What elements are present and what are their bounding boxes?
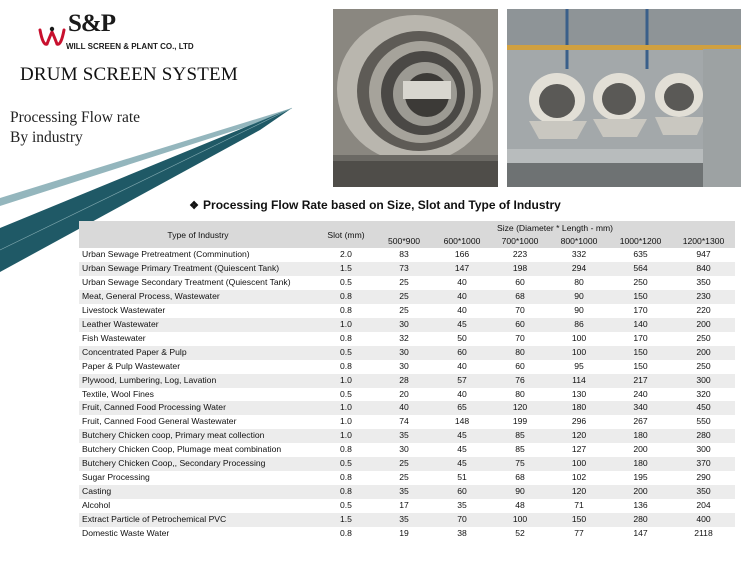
drum-screen-photo-left [333,9,498,187]
cell-slot: 0.8 [340,290,352,301]
cell-flow-rate: 102 [571,472,587,483]
cell-flow-rate: 100 [571,346,587,357]
cell-flow-rate: 136 [633,500,648,511]
cell-flow-rate: 300 [696,444,711,455]
table-header [79,221,735,248]
table-title-text: Processing Flow Rate based on Size, Slot and Type of Industry [203,198,561,212]
cell-flow-rate: 150 [633,346,648,357]
cell-flow-rate: 38 [457,528,467,539]
table-row [79,248,735,262]
cell-flow-rate: 25 [399,304,409,315]
cell-slot: 2.0 [340,249,352,259]
table-row [79,513,735,527]
cell-flow-rate: 25 [399,458,409,469]
cell-industry: Urban Sewage Primary Treatment (Quiescent Tank) [82,262,280,273]
cell-flow-rate: 30 [399,318,409,329]
cell-slot: 0.8 [340,332,352,343]
table-row [79,276,735,290]
cell-industry: Paper & Pulp Wastewater [82,360,181,371]
cell-flow-rate: 77 [574,528,584,539]
cell-flow-rate: 370 [696,458,711,469]
table-row [79,332,735,346]
cell-flow-rate: 80 [574,276,584,287]
cell-flow-rate: 166 [454,249,470,259]
cell-flow-rate: 230 [696,290,711,301]
cell-flow-rate: 840 [696,262,711,273]
table-row [79,388,735,402]
cell-flow-rate: 250 [696,332,711,343]
cell-flow-rate: 550 [696,416,711,427]
cell-flow-rate: 25 [399,472,409,483]
cell-flow-rate: 75 [515,458,525,469]
cell-flow-rate: 294 [571,262,587,273]
cell-flow-rate: 70 [515,304,525,315]
header-type-of-industry: Type of Industry [167,229,229,240]
cell-flow-rate: 35 [457,500,467,511]
cell-slot: 1.0 [340,430,352,441]
cell-slot: 0.8 [340,444,352,455]
cell-industry: Urban Sewage Pretreatment (Comminution) [82,249,250,259]
cell-industry: Urban Sewage Secondary Treatment (Quiescent Tank) [82,276,291,287]
cell-flow-rate: 296 [571,416,587,427]
table-row [79,304,735,318]
cell-slot: 0.5 [340,276,352,287]
header-size-4: 1000*1200 [619,236,662,246]
cell-flow-rate: 30 [399,360,409,371]
cell-flow-rate: 40 [457,360,467,371]
table-title [0,198,750,212]
cell-slot: 0.5 [340,346,352,357]
cell-flow-rate: 147 [454,262,470,273]
cell-flow-rate: 45 [457,444,467,455]
header-size-3: 800*1000 [560,236,598,246]
cell-flow-rate: 200 [696,318,711,329]
cell-flow-rate: 35 [399,486,409,497]
cell-industry: Butchery Chicken Coop,, Secondary Processing [82,458,266,469]
cell-flow-rate: 199 [512,416,528,427]
cell-slot: 0.8 [340,528,352,539]
cell-slot: 1.5 [340,514,352,525]
cell-industry: Fruit, Canned Food General Wastewater [82,416,237,427]
cell-flow-rate: 217 [633,374,648,385]
cell-flow-rate: 100 [571,332,587,343]
cell-flow-rate: 70 [515,332,525,343]
cell-slot: 1.0 [340,318,352,329]
table-row [79,346,735,360]
cell-slot: 1.0 [340,374,352,385]
cell-flow-rate: 223 [512,249,528,259]
subtitle-line-2: By industry [10,129,83,146]
cell-flow-rate: 60 [457,346,467,357]
table-row [79,360,735,374]
cell-flow-rate: 85 [515,444,525,455]
table-row [79,457,735,471]
cell-flow-rate: 80 [515,346,525,357]
header-size: Size (Diameter * Length - mm) [496,223,614,233]
cell-flow-rate: 85 [515,430,525,441]
table-row [79,429,735,443]
cell-flow-rate: 86 [574,318,584,329]
cell-flow-rate: 30 [399,444,409,455]
cell-flow-rate: 564 [633,262,648,273]
cell-flow-rate: 250 [696,360,711,371]
cell-flow-rate: 45 [457,458,467,469]
cell-flow-rate: 320 [696,388,711,399]
cell-industry: Leather Wastewater [82,318,159,329]
cell-flow-rate: 240 [633,388,648,399]
cell-industry: Textile, Wool Fines [82,388,154,399]
cell-industry: Fruit, Canned Food Processing Water [82,402,226,413]
cell-flow-rate: 50 [457,332,467,343]
cell-flow-rate: 28 [399,374,409,385]
table-row [79,318,735,332]
cell-flow-rate: 290 [696,472,711,483]
cell-flow-rate: 90 [574,304,584,315]
cell-flow-rate: 267 [633,416,648,427]
cell-industry: Concentrated Paper & Pulp [82,346,187,357]
cell-slot: 1.0 [340,416,352,427]
cell-flow-rate: 60 [515,318,525,329]
cell-industry: Butchery Chicken coop, Primary meat collection [82,430,265,441]
cell-flow-rate: 170 [633,304,648,315]
cell-flow-rate: 90 [574,290,584,301]
cell-flow-rate: 74 [399,416,409,427]
cell-flow-rate: 51 [457,472,467,483]
cell-flow-rate: 40 [457,304,467,315]
logo-company-name: WILL SCREEN & PLANT CO., LTD [66,42,194,51]
cell-slot: 0.5 [340,388,352,399]
table-row [79,485,735,499]
cell-industry: Meat, General Process, Wastewater [82,290,220,301]
cell-flow-rate: 350 [696,276,711,287]
cell-slot: 0.8 [340,360,352,371]
cell-flow-rate: 150 [571,514,587,525]
cell-flow-rate: 120 [512,402,528,413]
cell-slot: 1.0 [340,402,352,413]
flow-rate-table [79,221,735,541]
cell-industry: Casting [82,486,112,497]
cell-slot: 0.8 [340,472,352,483]
cell-flow-rate: 30 [399,346,409,357]
header-size-2: 700*1000 [501,236,539,246]
cell-flow-rate: 40 [457,290,467,301]
cell-industry: Fish Wastewater [82,332,146,343]
cell-flow-rate: 140 [633,318,648,329]
cell-flow-rate: 195 [633,472,648,483]
cell-flow-rate: 20 [399,388,409,399]
cell-flow-rate: 220 [696,304,711,315]
cell-flow-rate: 83 [399,249,409,259]
cell-flow-rate: 80 [515,388,525,399]
cell-flow-rate: 68 [515,290,525,301]
cell-industry: Sugar Processing [82,472,150,483]
cell-flow-rate: 947 [696,249,711,259]
table-body [79,248,735,541]
cell-flow-rate: 180 [571,402,587,413]
subtitle-line-1: Processing Flow rate [10,109,141,126]
cell-flow-rate: 300 [696,374,711,385]
table-row [79,527,735,541]
cell-flow-rate: 200 [633,444,648,455]
cell-flow-rate: 350 [696,486,711,497]
table-row [79,443,735,457]
cell-flow-rate: 130 [571,388,587,399]
cell-flow-rate: 100 [512,514,528,525]
logo-w-mark-icon [38,26,66,48]
cell-flow-rate: 150 [633,290,648,301]
cell-flow-rate: 280 [633,514,648,525]
cell-flow-rate: 180 [633,458,648,469]
header-size-0: 500*900 [387,236,421,246]
table-row [79,401,735,415]
cell-flow-rate: 35 [399,514,409,525]
cell-flow-rate: 200 [696,346,711,357]
diamond-bullet-icon: ❖ [189,200,200,212]
cell-flow-rate: 120 [571,430,587,441]
cell-flow-rate: 60 [515,360,525,371]
cell-flow-rate: 25 [399,290,409,301]
cell-slot: 0.8 [340,304,352,315]
cell-flow-rate: 17 [399,500,409,511]
cell-flow-rate: 71 [574,500,584,511]
table-row [79,499,735,513]
cell-flow-rate: 204 [696,500,711,511]
table-row [79,471,735,485]
cell-industry: Butchery Chicken Coop, Plumage meat combination [82,444,282,455]
cell-flow-rate: 48 [515,500,525,511]
cell-flow-rate: 76 [515,374,525,385]
cell-flow-rate: 90 [515,486,525,497]
cell-flow-rate: 114 [572,374,586,385]
cell-slot: 0.5 [340,458,352,469]
cell-industry: Extract Particle of Petrochemical PVC [82,514,227,525]
cell-flow-rate: 65 [457,402,467,413]
cell-flow-rate: 450 [696,402,711,413]
cell-industry: Livestock Wastewater [82,304,166,315]
cell-industry: Domestic Waste Water [82,528,170,539]
cell-flow-rate: 70 [457,514,467,525]
table-row [79,262,735,276]
cell-flow-rate: 340 [633,402,648,413]
table-row [79,290,735,304]
cell-slot: 1.5 [340,262,352,273]
drum-screen-photo-right [507,9,741,187]
cell-flow-rate: 95 [574,360,584,371]
cell-flow-rate: 170 [633,332,648,343]
logo-mark: S&P [68,10,115,37]
cell-flow-rate: 332 [571,249,587,259]
cell-industry: Alcohol [82,500,111,511]
cell-flow-rate: 52 [515,528,525,539]
cell-flow-rate: 147 [633,528,648,539]
cell-flow-rate: 635 [633,249,648,259]
header-size-5: 1200*1300 [682,236,725,246]
cell-flow-rate: 40 [457,276,467,287]
cell-industry: Plywood, Lumbering, Log, Lavation [82,374,217,385]
cell-flow-rate: 19 [399,528,409,539]
page-subtitle [10,108,140,148]
cell-flow-rate: 150 [633,360,648,371]
cell-flow-rate: 198 [512,262,528,273]
cell-flow-rate: 250 [633,276,648,287]
table-row [79,374,735,388]
header-slot: Slot (mm) [327,229,365,240]
cell-flow-rate: 280 [696,430,711,441]
cell-flow-rate: 120 [571,486,587,497]
cell-flow-rate: 148 [454,416,470,427]
cell-flow-rate: 200 [633,486,648,497]
cell-slot: 0.5 [340,500,352,511]
cell-flow-rate: 127 [571,444,587,455]
cell-flow-rate: 73 [399,262,409,273]
cell-flow-rate: 100 [571,458,587,469]
header-size-1: 600*1000 [443,236,481,246]
page-title: DRUM SCREEN SYSTEM [20,64,238,85]
cell-flow-rate: 45 [457,318,467,329]
cell-slot: 0.8 [340,486,352,497]
cell-flow-rate: 60 [457,486,467,497]
cell-flow-rate: 68 [515,472,525,483]
cell-flow-rate: 35 [399,430,409,441]
cell-flow-rate: 25 [399,276,409,287]
cell-flow-rate: 2118 [694,528,713,539]
cell-flow-rate: 45 [457,430,467,441]
cell-flow-rate: 40 [457,388,467,399]
cell-flow-rate: 57 [457,374,467,385]
cell-flow-rate: 40 [399,402,409,413]
cell-flow-rate: 180 [633,430,648,441]
cell-flow-rate: 400 [696,514,711,525]
cell-flow-rate: 60 [515,276,525,287]
cell-flow-rate: 32 [399,332,409,343]
table-row [79,415,735,429]
